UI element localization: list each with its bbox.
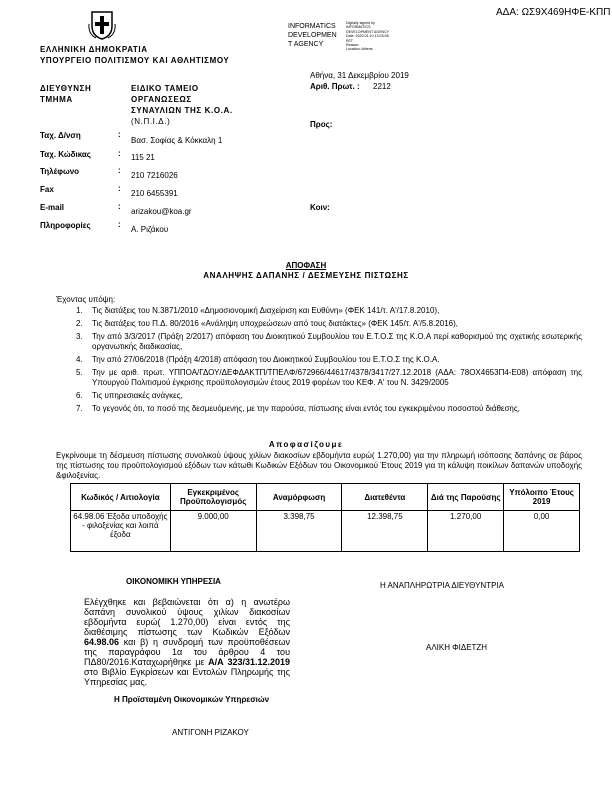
list-number: 4. (76, 355, 83, 364)
table-header: Διατεθέντα (342, 484, 428, 511)
deputy-title: Η ΑΝΑΠΛΗΡΩΤΡΙΑ ΔΙΕΥΘΥΝΤΡΙΑ (380, 581, 504, 590)
table-cell: 1.270,00 (428, 511, 504, 552)
having-regard: Έχοντας υπόψη: (56, 295, 116, 304)
contact-phone: 210 7216026 (131, 171, 178, 180)
decision-title: ΑΠΟΦΑΣΗ (285, 261, 327, 270)
table-header: Κωδικός / Αιτιολογία (71, 484, 171, 511)
contact-address: Βασ. Σοφίας & Κόκκαλη 1 (131, 136, 223, 145)
considerations-list (70, 306, 582, 417)
finance-head-title: Η Προϊσταμένη Οικονομικών Υπηρεσιών (114, 695, 270, 704)
table-header: Υπόλοιπο Έτους 2019 (504, 484, 580, 511)
table-cell: 0,00 (504, 511, 580, 552)
decision-subtitle: ΑΝΑΛΗΨΗΣ ΔΑΠΑΝΗΣ / ΔΕΣΜΕΥΣΗΣ ΠΙΣΤΩΣΗΣ (203, 271, 409, 280)
finance-heading: ΟΙΚΟΝΟΜΙΚΗ ΥΠΗΡΕΣΙΑ (126, 577, 221, 586)
list-item (70, 368, 582, 388)
agency-line-3: T AGENCY (288, 41, 324, 48)
contact-email[interactable]: arizakou@koa.gr (131, 207, 192, 216)
contact-label-postcode: Ταχ. Κώδικας (40, 150, 91, 159)
table-header: Αναμόρφωση (256, 484, 342, 511)
list-item (70, 404, 582, 414)
finance-head-name: ΑΝΤΙΓΟΝΗ ΡΙΖΑΚΟΥ (172, 728, 249, 737)
fund-line-1: ΕΙΔΙΚΟ ΤΑΜΕΙΟ (131, 84, 199, 93)
cc-label: Κοιν: (310, 203, 330, 212)
contact-postcode: 115 21 (131, 153, 155, 162)
agency-stamp (288, 22, 337, 49)
list-text: Το γεγονός ότι, το ποσό της δεσμευόμενης, με την παρούσα, πίστωσης είναι εντός του εγκεκριμένου ποσοστού διάθεσης, (92, 404, 520, 413)
list-number: 3. (76, 332, 83, 341)
agency-line-1: INFORMATICS (288, 23, 336, 30)
list-item (70, 355, 582, 365)
finance-paragraph (84, 597, 290, 687)
table-cell: 9.000,00 (170, 511, 256, 552)
protocol-number: 2212 (373, 82, 391, 91)
decide-heading: Αποφασίζουμε (268, 440, 344, 449)
list-text: Την από 3/3/2017 (Πράξη 2/2017) απόφαση του Διοικητικού Συμβουλίου του Ε.Τ.Ο.Σ της Κ.Ο.Α περί καθορισμού της σχετικής εσωτερικής οργανωτικής διαδικασίας, (92, 332, 582, 351)
list-item (70, 319, 582, 329)
finance-registration: Α/Α 323/31.12.2019 (208, 657, 290, 667)
table-cell: 12.398,75 (342, 511, 428, 552)
sig-line: INFORMATICS (346, 25, 371, 30)
list-item (70, 306, 582, 316)
digital-signature-text (346, 21, 389, 52)
list-text: Την με αριθ. πρωτ. ΥΠΠΟΑ/ΓΔΟΥ/ΔΕΦΔΑΚΤΠ/ΤΠΕΛΦ/672966/44617/4378/3417/27.12.2018 (ΑΔΑ: 78ΟΧ4653Π4-Ε08) απόφαση της Υπουργού Πολιτισμού έγκρισης προϋπολογισμών έτους 2019 φορέων του ΚΕΦ. Α' του Ν. 3429/2005 (92, 368, 582, 387)
list-text: Τις διατάξεις του Π.Δ. 80/2016 «Ανάληψη υποχρεώσεων από τους διατάκτες» (ΦΕΚ 145/τ. Α'/5.8.2016), (92, 319, 458, 328)
colon: : (118, 149, 121, 158)
colon: : (118, 220, 121, 229)
sig-line: Date: 2020.01.10 13:03:08 (346, 34, 389, 39)
budget-table (70, 483, 580, 552)
list-item (70, 332, 582, 352)
document-date: Αθήνα, 31 Δεκεμβρίου 2019 (310, 71, 409, 80)
finance-text: και β) η συνδρομή των προϋποθέσεων της παραγράφου 1α του άρθρου 4 του ΠΔ80/2016.Καταχωρήθηκε με (84, 637, 290, 667)
finance-text: Ελέγχθηκε και βεβαιώνεται ότι α) η ανωτέρω δαπάνη συνολικού ύψους χιλίων διακοσίων εβδομήντα ευρώ( 1.270,00) είναι εντός της διαθέσιμης πίστωσης των Κωδικών Εξόδων (84, 597, 290, 637)
directorate-label: ΔΙΕΥΘΥΝΣΗ (40, 84, 92, 93)
ada-code: ΑΔΑ: ΩΣ9Χ469ΗΦΕ-ΚΠΠ (496, 7, 611, 18)
sig-line: DEVELOPMENT AGENCY (346, 29, 390, 34)
finance-code: 64.98.06 (84, 637, 120, 647)
colon: : (118, 184, 121, 193)
protocol-label: Αριθ. Πρωτ. : (310, 82, 360, 91)
list-number: 7. (76, 404, 83, 413)
list-text: Την από 27/06/2018 (Πράξη 4/2018) απόφαση του Διοικητικού Συμβουλίου του Ε.Τ.Ο.Σ της Κ.Ο.Α. (92, 355, 440, 364)
list-text: Τις υπηρεσιακές ανάγκες, (92, 391, 183, 400)
sig-line: Digitally signed by (346, 21, 375, 25)
fund-line-2: ΟΡΓΑΝΩΣΕΩΣ (131, 95, 192, 104)
contact-label-email: E-mail (40, 203, 65, 212)
contact-info: Α. Ριζάκου (131, 225, 169, 234)
agency-line-2: DEVELOPMEN (288, 32, 337, 39)
sig-line: Reason: (346, 43, 360, 48)
list-number: 2. (76, 319, 83, 328)
list-number: 5. (76, 368, 83, 377)
list-number: 6. (76, 391, 83, 400)
decision-text: Εγκρίνουμε τη δέσμευση πίστωσης συνολικού ύψους χιλίων διακοσίων εβδομήντα ευρώ( 1.270,00) για την πληρωμή ισόποσης δαπάνης σε βάρος της πίστωσης του προϋπολογισμού εξόδων των κάτωθι Κωδικών Εξόδων του Οικονομικού Έτους 2019 για τη κάλυψη ποικίλων δαπανών υποδοχής &φιλοξενίας. (56, 451, 582, 480)
table-header: Εγκεκριμένος Προϋπολογισμός (170, 484, 256, 511)
fund-line-3: ΣΥΝΑΥΛΙΩΝ ΤΗΣ Κ.Ο.Α. (131, 106, 233, 115)
table-header: Διά της Παρούσης (428, 484, 504, 511)
deputy-name: ΑΛΙΚΗ ΦΙΔΕΤΖΗ (426, 643, 488, 652)
department-label: ΤΜΗΜΑ (40, 95, 73, 104)
list-item (70, 391, 582, 401)
org-name: ΕΛΛΗΝΙΚΗ ΔΗΜΟΚΡΑΤΙΑ (40, 45, 148, 54)
contact-label-info: Πληροφορίες (40, 221, 91, 230)
sig-line: Location: Athens (346, 47, 373, 52)
colon: : (118, 130, 121, 139)
table-cell: 3.398,75 (256, 511, 342, 552)
colon: : (118, 166, 121, 175)
table-cell: 64.98.06 Έξοδα υποδοχής - φιλοξενίας και λοιπά έξοδα (71, 511, 171, 552)
list-text: Τις διατάξεις του Ν.3871/2010 «Δημοσιονομική Διαχείριση και Ευθύνη» (ΦΕΚ 141/τ. Α'/17.8.2010), (92, 306, 440, 315)
table-header-row (71, 484, 580, 511)
recipient-label: Προς: (310, 120, 333, 129)
contact-label-phone: Τηλέφωνο (40, 167, 80, 176)
contact-label-address: Ταχ. Δ/νση (40, 131, 81, 140)
contact-label-fax: Fax (40, 185, 54, 194)
finance-text: στο Βιβλίο Εγκρίσεων και Εντολών Πληρωμής της Υπηρεσίας μας. (84, 667, 290, 687)
fund-line-4: (Ν.Π.Ι.Δ.) (131, 117, 171, 126)
colon: : (118, 202, 121, 211)
sig-line: EET (346, 38, 353, 43)
greek-emblem-icon (88, 10, 116, 40)
list-number: 1. (76, 306, 83, 315)
contact-fax: 210 6455391 (131, 189, 178, 198)
ministry-name: ΥΠΟΥΡΓΕΙΟ ΠΟΛΙΤΙΣΜΟΥ ΚΑΙ ΑΘΛΗΤΙΣΜΟΥ (40, 56, 230, 65)
table-row (71, 511, 580, 552)
